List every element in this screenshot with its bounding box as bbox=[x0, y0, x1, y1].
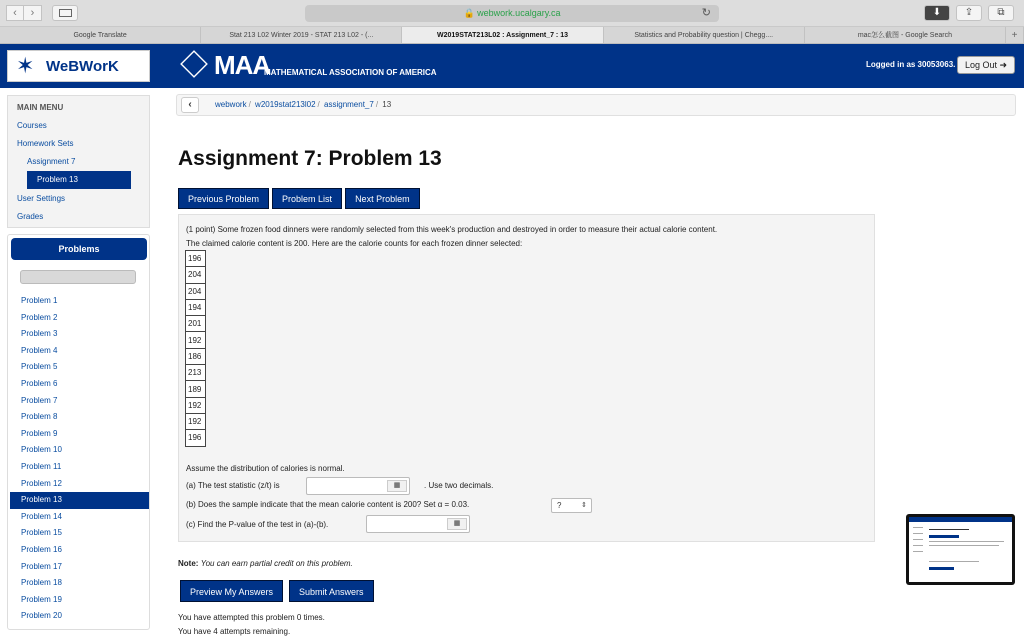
problem-link-13[interactable]: Problem 13 bbox=[10, 492, 149, 509]
calorie-value: 196 bbox=[186, 251, 206, 267]
calorie-value: 194 bbox=[186, 299, 206, 315]
back-arrow-icon[interactable]: ‹ bbox=[6, 5, 24, 21]
table-row bbox=[186, 283, 206, 299]
assumption-text: Assume the distribution of calories is normal. bbox=[186, 464, 345, 473]
table-row bbox=[186, 381, 206, 397]
breadcrumb-course[interactable]: w2019stat213l02 bbox=[255, 100, 316, 109]
star-icon: ✶ bbox=[16, 53, 35, 78]
maa-icon bbox=[180, 50, 208, 78]
menu-user-settings[interactable]: User Settings bbox=[17, 194, 66, 203]
new-tab-icon[interactable]: + bbox=[1006, 27, 1024, 43]
part-a-suffix: . Use two decimals. bbox=[424, 481, 494, 490]
reload-icon[interactable]: ↻ bbox=[701, 7, 711, 19]
part-c-label: (c) Find the P-value of the test in (a)-(b). bbox=[186, 520, 329, 529]
problem-link-15[interactable]: Problem 15 bbox=[21, 528, 62, 538]
equation-editor-icon[interactable]: ▦ bbox=[447, 518, 467, 530]
part-b-selected: ? bbox=[557, 501, 562, 510]
part-b-select[interactable] bbox=[551, 498, 592, 513]
problem-nav bbox=[178, 188, 420, 209]
previous-problem-button[interactable]: Previous Problem bbox=[178, 188, 269, 209]
breadcrumb-back-icon[interactable]: ‹ bbox=[181, 97, 199, 113]
problem-link-6[interactable]: Problem 6 bbox=[21, 378, 58, 388]
webwork-logo[interactable] bbox=[7, 50, 150, 82]
table-row bbox=[186, 430, 206, 446]
calorie-value: 189 bbox=[186, 381, 206, 397]
test-statistic-input[interactable] bbox=[306, 477, 410, 495]
forward-arrow-icon[interactable]: › bbox=[24, 5, 42, 21]
logout-icon: ➜ bbox=[999, 60, 1008, 70]
history-buttons bbox=[6, 5, 42, 21]
problem-link-2[interactable]: Problem 2 bbox=[21, 312, 58, 322]
problems-panel-title: Problems bbox=[11, 238, 147, 260]
part-b-label: (b) Does the sample indicate that the mean calorie content is 200? Set α = 0.03. bbox=[186, 500, 470, 509]
submit-answers-button[interactable]: Submit Answers bbox=[289, 580, 374, 602]
problem-link-10[interactable]: Problem 10 bbox=[21, 445, 62, 455]
menu-grades[interactable]: Grades bbox=[17, 212, 44, 221]
calorie-value: 204 bbox=[186, 267, 206, 283]
table-row bbox=[186, 348, 206, 364]
problem-link-14[interactable]: Problem 14 bbox=[21, 511, 62, 521]
problem-body bbox=[178, 214, 875, 542]
calorie-value: 201 bbox=[186, 316, 206, 332]
table-row bbox=[186, 251, 206, 267]
problems-panel bbox=[7, 234, 150, 630]
table-row bbox=[186, 299, 206, 315]
breadcrumb-problem: 13 bbox=[382, 100, 392, 109]
webwork-logo-text: WeBWorK bbox=[46, 58, 119, 75]
problem-link-1[interactable]: Problem 1 bbox=[21, 296, 58, 305]
url-text: webwork.ucalgary.ca bbox=[477, 8, 561, 18]
problem-link-17[interactable]: Problem 17 bbox=[21, 561, 62, 571]
problem-list-button[interactable]: Problem List bbox=[272, 188, 342, 209]
submit-row bbox=[180, 580, 374, 602]
problem-link-11[interactable]: Problem 11 bbox=[21, 461, 62, 471]
calorie-table bbox=[185, 250, 206, 447]
maa-logo-text: MAA bbox=[214, 50, 271, 80]
main-menu bbox=[7, 95, 150, 228]
lock-icon: 🔒 bbox=[463, 8, 478, 18]
select-arrows-icon: ⇕ bbox=[581, 502, 587, 509]
problem-link-4[interactable]: Problem 4 bbox=[21, 345, 58, 355]
problem-text-line2: The claimed calorie content is 200. Here are the calorie counts for each frozen dinner selected: bbox=[186, 239, 523, 248]
breadcrumb bbox=[176, 94, 1016, 116]
table-row bbox=[186, 365, 206, 381]
problem-link-18[interactable]: Problem 18 bbox=[21, 578, 62, 588]
problem-link-19[interactable]: Problem 19 bbox=[21, 594, 62, 604]
problem-link-5[interactable]: Problem 5 bbox=[21, 362, 58, 372]
partial-credit-note bbox=[178, 559, 353, 568]
menu-courses[interactable]: Courses bbox=[17, 121, 47, 130]
calorie-value: 213 bbox=[186, 365, 206, 381]
breadcrumb-path: webwork / w2019stat213l02 / assignment_7 / 13 bbox=[215, 100, 392, 109]
calorie-value: 196 bbox=[186, 430, 206, 446]
problem-link-8[interactable]: Problem 8 bbox=[21, 412, 58, 422]
problem-link-3[interactable]: Problem 3 bbox=[21, 329, 58, 339]
calorie-value: 204 bbox=[186, 283, 206, 299]
calorie-value: 186 bbox=[186, 348, 206, 364]
problem-link-20[interactable]: Problem 20 bbox=[21, 611, 62, 621]
problem-link-12[interactable]: Problem 12 bbox=[21, 478, 62, 488]
main-menu-title: MAIN MENU bbox=[17, 103, 64, 112]
download-icon[interactable]: ⬇ bbox=[924, 5, 950, 21]
note-text: You can earn partial credit on this problem. bbox=[200, 559, 353, 568]
attempts-made: You have attempted this problem 0 times. bbox=[178, 613, 325, 622]
page-title: Assignment 7: Problem 13 bbox=[178, 147, 442, 170]
screenshot-thumbnail[interactable] bbox=[906, 514, 1015, 585]
problems-list bbox=[8, 293, 151, 625]
problem-text-line1: (1 point) Some frozen food dinners were randomly selected from this week's production and destroyed in order to measure their actual calorie content. bbox=[186, 225, 718, 234]
tabs-overview-icon[interactable]: ⧉ bbox=[988, 5, 1014, 21]
tab-google-search[interactable]: mac怎么截图 - Google Search bbox=[805, 27, 1006, 43]
table-row bbox=[186, 397, 206, 413]
breadcrumb-webwork[interactable]: webwork bbox=[215, 100, 247, 109]
table-row bbox=[186, 316, 206, 332]
calorie-value: 192 bbox=[186, 413, 206, 429]
breadcrumb-assignment[interactable]: assignment_7 bbox=[324, 100, 374, 109]
calorie-value: 192 bbox=[186, 332, 206, 348]
tab-bar bbox=[0, 27, 1024, 44]
problems-filter-input[interactable] bbox=[20, 270, 136, 284]
logged-in-text: Logged in as 30053063. bbox=[866, 60, 956, 69]
tab-chegg[interactable]: Statistics and Probability question | Chegg.... bbox=[604, 27, 805, 43]
note-label: Note: bbox=[178, 559, 199, 568]
menu-assignment-7[interactable]: Assignment 7 bbox=[27, 157, 76, 166]
browser-toolbar bbox=[0, 0, 1024, 27]
attempts-remaining: You have 4 attempts remaining. bbox=[178, 627, 291, 636]
part-a-label: (a) The test statistic (z/t) is bbox=[186, 481, 280, 490]
share-icon[interactable]: ⇪ bbox=[956, 5, 982, 21]
menu-problem-13[interactable]: Problem 13 bbox=[27, 171, 131, 189]
table-row bbox=[186, 267, 206, 283]
problem-link-16[interactable]: Problem 16 bbox=[21, 544, 62, 554]
maa-logo-subtitle: MATHEMATICAL ASSOCIATION OF AMERICA bbox=[264, 68, 437, 77]
p-value-input[interactable] bbox=[366, 515, 470, 533]
tab-stat213[interactable]: Stat 213 L02 Winter 2019 - STAT 213 L02 - (... bbox=[201, 27, 402, 43]
table-row bbox=[186, 413, 206, 429]
tab-webwork[interactable]: W2019STAT213L02 : Assignment_7 : 13 bbox=[402, 27, 603, 43]
problem-link-7[interactable]: Problem 7 bbox=[21, 395, 58, 405]
address-bar[interactable] bbox=[305, 5, 719, 22]
problem-link-9[interactable]: Problem 9 bbox=[21, 428, 58, 438]
logout-button[interactable] bbox=[957, 56, 1015, 74]
calorie-value: 192 bbox=[186, 397, 206, 413]
equation-editor-icon[interactable]: ▦ bbox=[387, 480, 407, 492]
tab-google-translate[interactable]: Google Translate bbox=[0, 27, 201, 43]
preview-answers-button[interactable]: Preview My Answers bbox=[180, 580, 283, 602]
logout-label: Log Out bbox=[964, 60, 997, 70]
next-problem-button[interactable]: Next Problem bbox=[345, 188, 420, 209]
browser-actions bbox=[924, 5, 1014, 21]
sidebar-toggle-icon[interactable] bbox=[52, 5, 78, 21]
table-row bbox=[186, 332, 206, 348]
menu-homework-sets[interactable]: Homework Sets bbox=[17, 139, 74, 148]
